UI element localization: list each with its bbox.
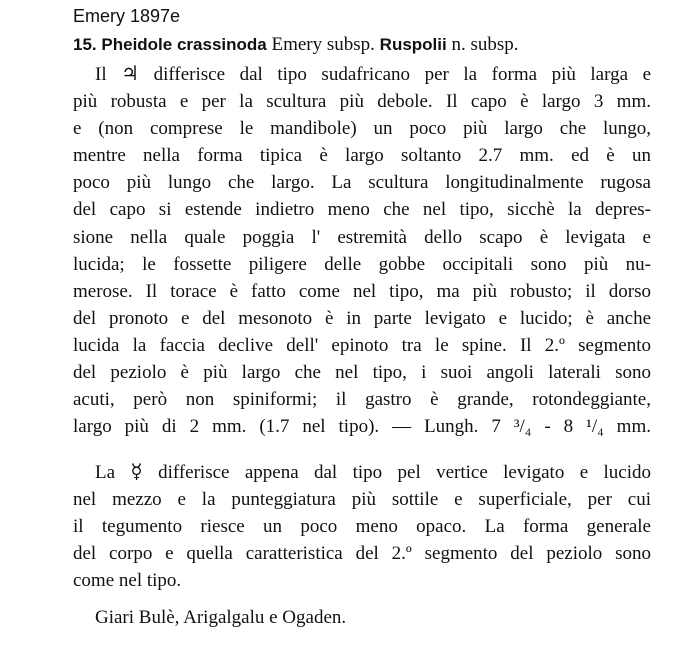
text-line: poco più lungo che largo. La scultura longitudinalmente rugosa (73, 172, 651, 194)
text-line: mentre nella forma tipica è largo soltanto 2.7 mm. ed è un (73, 145, 651, 167)
text-line: del capo si estende indietro meno che nel tipo, sicchè la depres- (73, 199, 651, 221)
text-line: nel mezzo e la punteggiatura più sottile e superficiale, per cui (73, 489, 651, 511)
text-line: del peziolo è più largo che nel tipo, i suoi angoli laterali sono (73, 362, 651, 384)
citation-label: Emery 1897e (73, 6, 181, 26)
localities-text: Giari Bulè, Arigalgalu e Ogaden. (95, 607, 347, 628)
subspecies-name: Ruspolii (379, 35, 447, 54)
major-worker-symbol-icon: ♃ (121, 63, 140, 85)
text-line: del corpo e quella caratteristica del 2.º segmento del peziolo sono (73, 543, 651, 565)
text-line: Il ♃ differisce dal tipo sudafricano per la forma più larga e (95, 63, 651, 85)
text-line: largo più di 2 mm. (1.7 nel tipo). — Lungh. 7 ³/₄ - 8 ¹/₄ mm. (73, 416, 651, 438)
text-line: La ☿ differisce appena dal tipo pel vertice levigato e lucido (95, 461, 652, 483)
text-line: il tegumento riesce un poco meno opaco. La forma generale (73, 516, 651, 538)
taxon-status: n. subsp. (451, 34, 519, 55)
text-line: sione nella quale poggia l' estremità dello scapo è levigata e (73, 226, 651, 248)
description-paragraph-major-worker (73, 61, 651, 440)
text-line: e (non comprese le mandibole) un poco più largo che lungo, (73, 118, 651, 140)
entry-number: 15. (73, 35, 97, 54)
text-line: lucida la faccia declive dell' epinoto tra le spine. Il 2.º segmento (73, 334, 651, 356)
localities-paragraph (73, 604, 651, 631)
taxon-heading (73, 34, 519, 56)
worker-symbol-icon: ☿ (130, 461, 143, 483)
species-name: Pheidole crassinoda (101, 35, 267, 54)
text-line: acuti, però non spiniformi; il gastro è grande, rotondeggiante, (73, 389, 651, 411)
text-line: merose. Il torace è fatto come nel tipo, ma più robusto; il dorso (73, 280, 651, 302)
text-line: del pronoto e del mesonoto è in parte levigato e lucido; è anche (73, 307, 651, 329)
authority: Emery subsp. (271, 34, 375, 55)
text-line: lucida; le fossette piligere delle gobbe occipitali sono più nu- (73, 253, 651, 275)
description-paragraph-worker (73, 459, 651, 594)
text-line: più robusta e per la scultura più debole. Il capo è largo 3 mm. (73, 91, 651, 113)
text-line: come nel tipo. (73, 570, 182, 592)
